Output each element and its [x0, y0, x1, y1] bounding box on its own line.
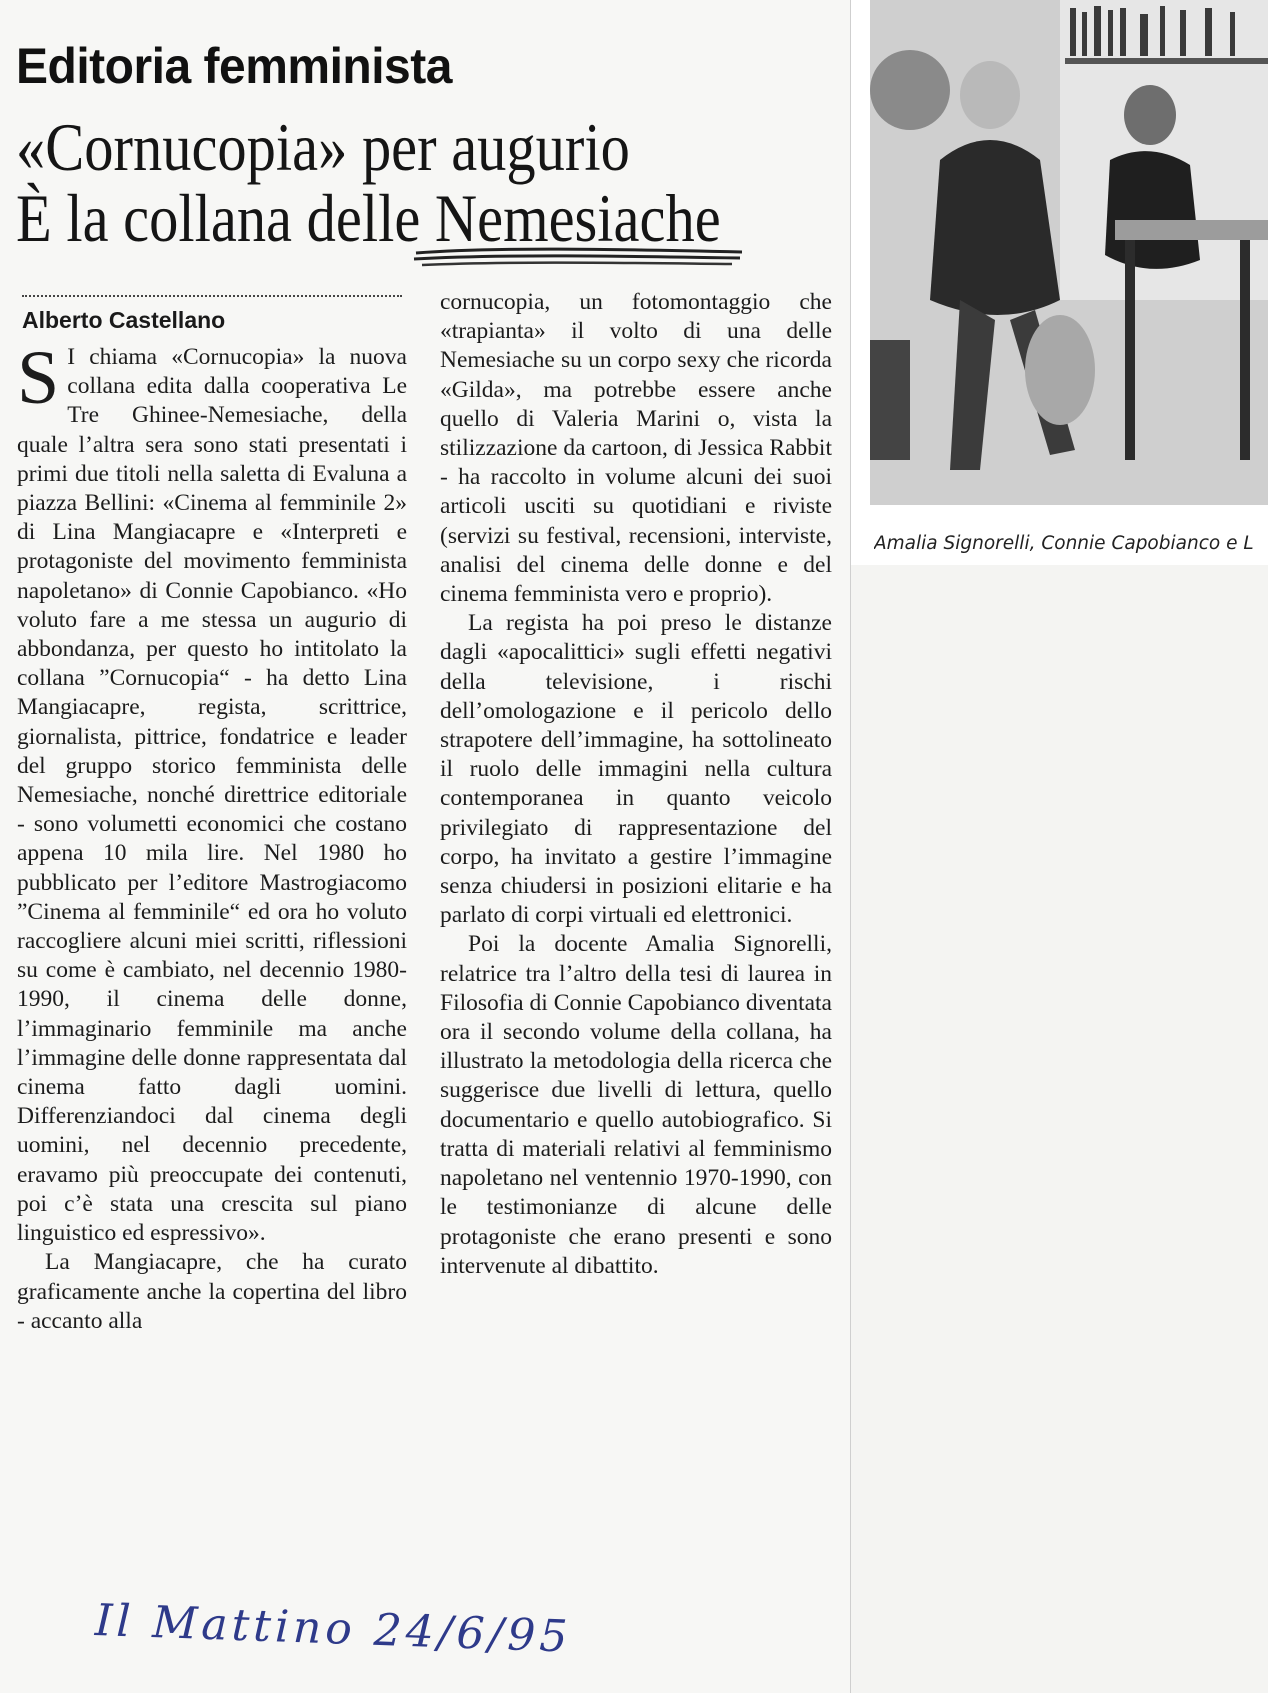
paragraph — [17, 336, 407, 1248]
article-column-left — [17, 336, 407, 1336]
paragraph: cornucopia, un fotomontaggio che «trapianta» il volto di una delle Nemesiache su un corpo sexy che ricorda «Gilda», ma potrebbe essere anche quello di Valeria Marini o, vista la stilizzazione da cartoon, di Jessica Rabbit - ha raccolto in volume alcuni dei suoi articoli usciti su quotidiani e riviste (servizi su festival, recensioni, interviste, analisi del cinema delle donne e del cinema femminista vero e proprio). — [440, 289, 832, 608]
byline-rule — [22, 295, 402, 297]
photo-caption: Amalia Signorelli, Connie Capobianco e L — [874, 533, 1254, 554]
paragraph-text: I chiama «Cornucopia» la nuova collana edita dalla cooperativa Le Tre Ghinee-Nemesiache, della quale l’altra sera sono stati presentati i primi due titoli nella saletta di Evaluna a piazza Bellini: «Cinema al femminile 2» di Lina Mangiacapre e «Interpreti e protagoniste del movimento femminista napoletano» di Connie Capobianco. «Ho voluto fare a me stessa un augurio di abbondanza, per questo ho intitolato la collana ”Cornucopia“ - ha detto Lina Mangiacapre, regista, scrittrice, giornalista, pittrice, fondatrice e leader del gruppo storico femminista delle Nemesiache, nonché direttrice editoriale - sono volumetti economici che costano appena 10 mila lire. Nel 1980 ho pubblicato per l’editore Mastrogiacomo ”Cinema al femminile“ ed ora ho voluto raccogliere alcuni miei scritti, riflessioni su come è cambiato, nel decennio 1980-1990, il cinema delle donne, l’immaginario femminile ma anche l’immagine delle donne rappresentata dal cinema fatto dagli uomini. Differenziandoci dal cinema degli uomini, nel decennio precedente, eravamo più preoccupate dei contenuti, poi c’è stata una crescita sul piano linguistico ed espressivo». — [17, 344, 407, 1247]
event-photo — [870, 0, 1268, 505]
pen-underline — [412, 243, 747, 271]
headline-line-2: È la collana delle Nemesiache — [16, 180, 721, 256]
photo-illustration — [870, 0, 1268, 505]
article-column-right — [440, 288, 832, 1281]
drop-cap: S — [17, 336, 60, 420]
byline: Alberto Castellano — [22, 307, 226, 333]
paragraph: La Mangiacapre, che ha curato graficamente anche la copertina del libro - accanto alla — [17, 1249, 407, 1334]
paragraph: Poi la docente Amalia Signorelli, relatrice tra l’altro della tesi di laurea in Filosofia di Connie Capobianco diventata ora il secondo volume della collana, ha illustrato la metodologia della ricerca che suggerisce due livelli di lettura, quello documentario e quello autobiografico. Si tratta di materiali relativi al femminismo napoletano nel ventennio 1970-1990, con le testimonianze di alcune delle protagoniste che erano presenti e sono intervenute al dibattito. — [440, 931, 832, 1279]
handwritten-date-note: Il Mattino 24/6/95 — [94, 1595, 573, 1663]
section-kicker: Editoria femminista — [16, 38, 452, 95]
headline — [16, 109, 721, 256]
headline-line-1: «Cornucopia» per augurio — [16, 109, 630, 185]
paragraph: La regista ha poi preso le distanze dagli «apocalittici» sugli effetti negativi della televisione, i rischi dell’omologazione e il pericolo dello strapotere dell’immagine, ha sottolineato il ruolo delle immagini nella cultura contemporanea in quanto veicolo privilegiato di rappresentazione del corpo, ha invitato a gestire l’immagine senza chiudersi in posizioni elitarie e ha parlato di corpi virtuali ed elettronici. — [440, 610, 832, 929]
